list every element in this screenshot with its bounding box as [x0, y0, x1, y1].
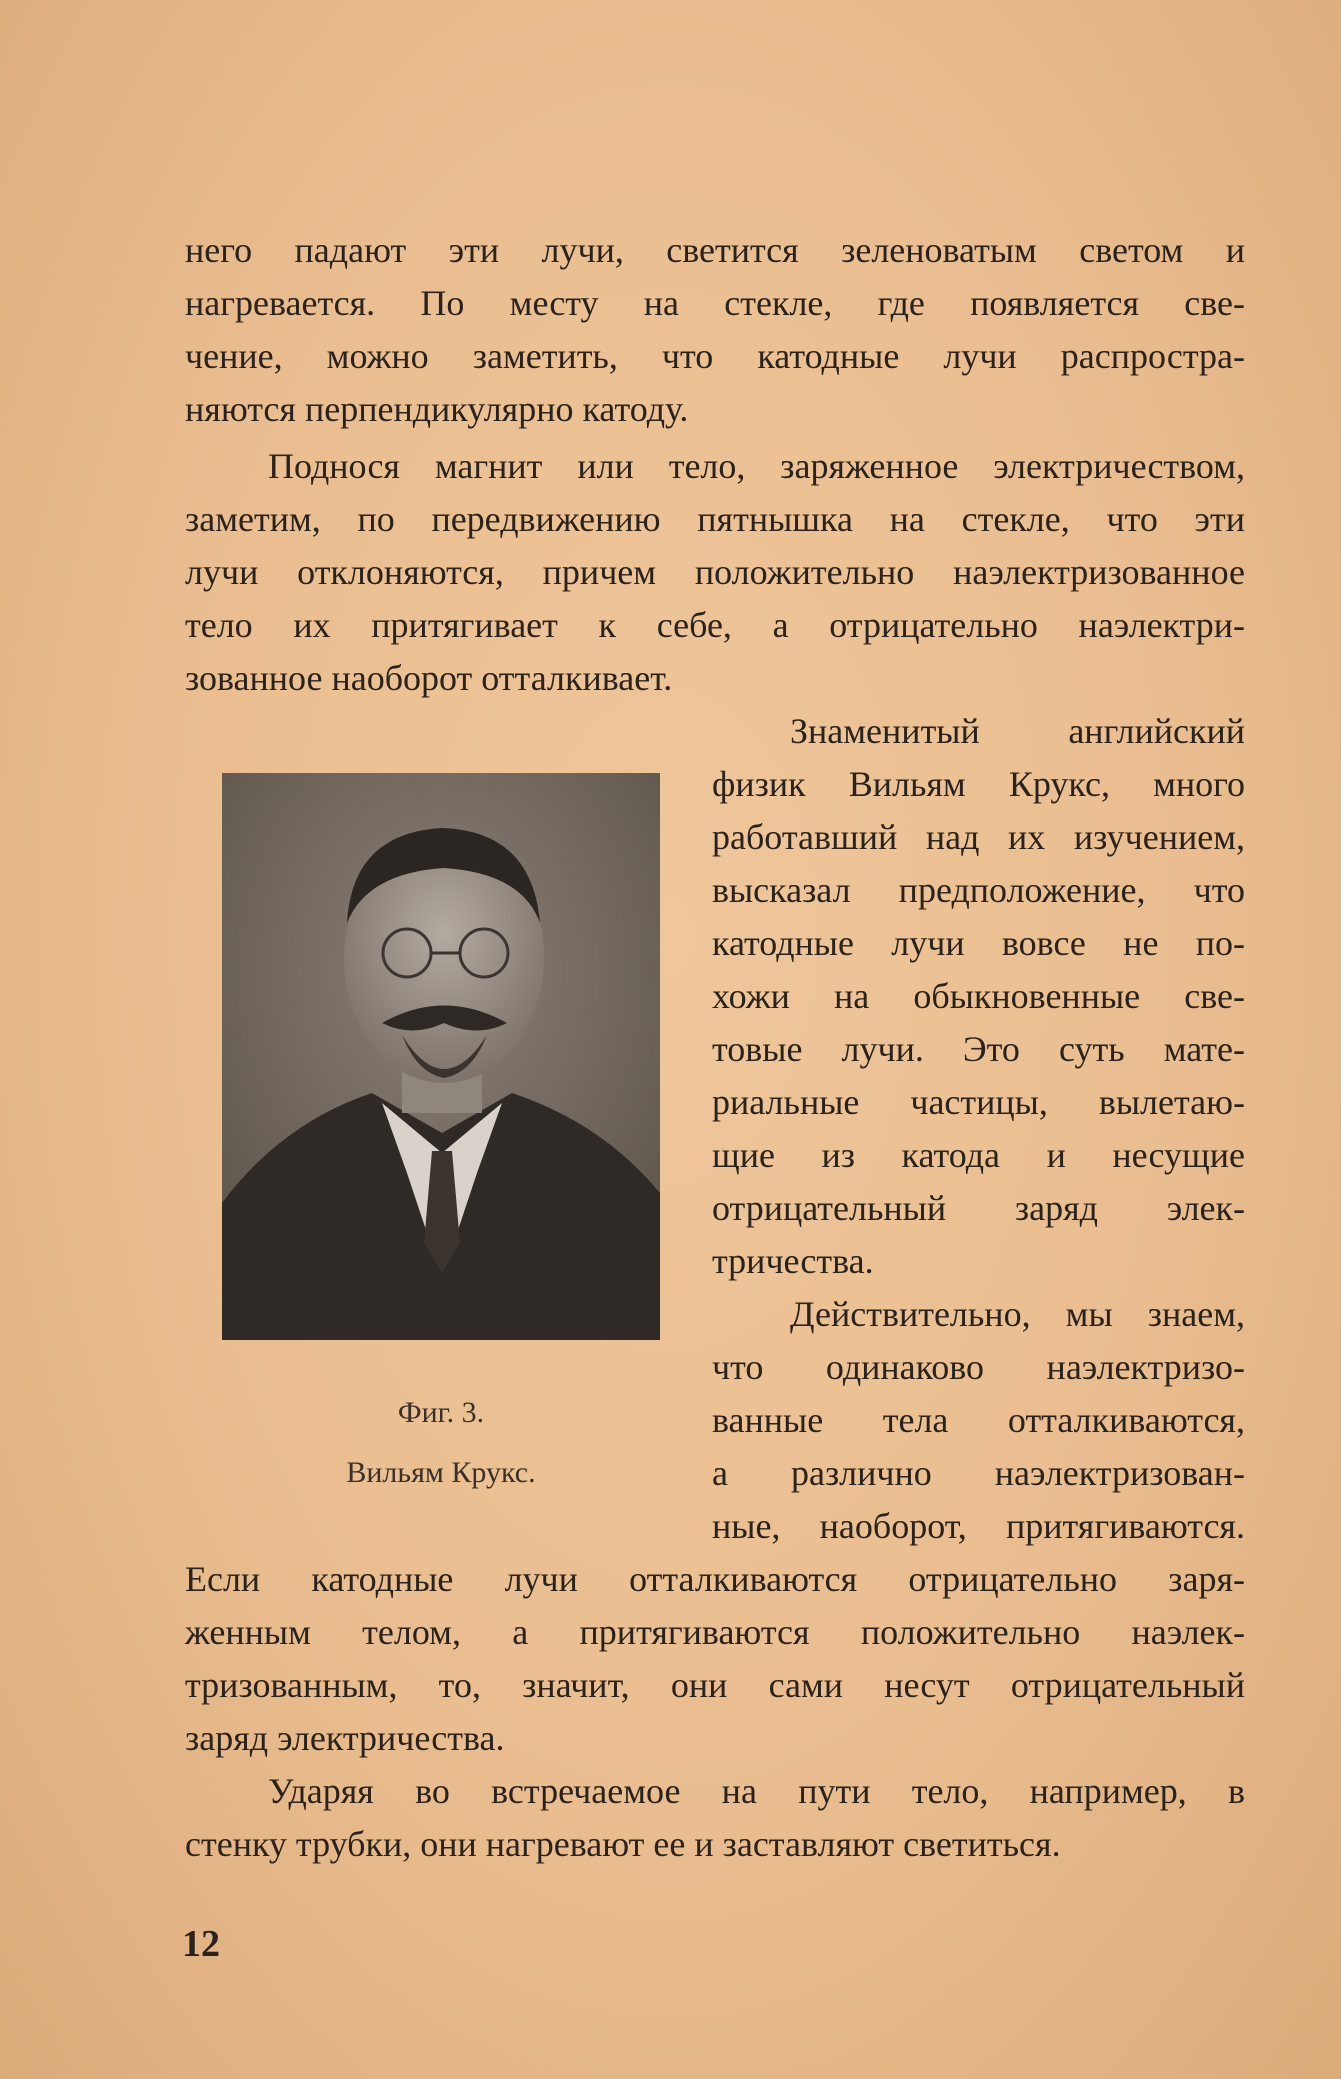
- text-line: Если катодные лучи отталкиваются отрицательно заря-: [185, 1559, 1245, 1599]
- text-line: заметим, по передвижению пятнышка на стекле, что эти: [185, 499, 1245, 539]
- page-number: 12: [182, 1923, 220, 1965]
- text-line: тризованным, то, значит, они сами несут отрицательный: [185, 1665, 1245, 1705]
- text-line: няются перпендикулярно катоду.: [185, 389, 689, 429]
- text-line: женным телом, а притягиваются положительно наэлек-: [185, 1612, 1245, 1652]
- text-line: тело их притягивает к себе, а отрицательно наэлектри-: [185, 605, 1245, 645]
- text-line: а различно наэлектризован-: [712, 1453, 1245, 1493]
- text-line: Поднося магнит или тело, заряженное электричеством,: [268, 446, 1245, 486]
- text-line: отрицательный заряд элек-: [712, 1188, 1245, 1228]
- text-line: высказал предположение, что: [712, 870, 1245, 910]
- text-line: заряд электричества.: [185, 1718, 505, 1758]
- text-line: тричества.: [712, 1241, 874, 1281]
- portrait-image: [222, 773, 660, 1340]
- text-line: зованное наоборот отталкивает.: [185, 658, 673, 698]
- text-line: него падают эти лучи, светится зеленоватым светом и: [185, 230, 1245, 270]
- text-line: хожи на обыкновенные све-: [712, 976, 1245, 1016]
- text-line: что одинаково наэлектризо-: [712, 1347, 1245, 1387]
- figure-caption-name: Вильям Крукс.: [346, 1456, 536, 1489]
- text-line: нагревается. По месту на стекле, где появляется све-: [185, 283, 1245, 323]
- text-line: Знаменитый английский: [790, 711, 1245, 751]
- text-line: физик Вильям Крукс, много: [712, 764, 1245, 804]
- text-line: стенку трубки, они нагревают ее и заставляют светиться.: [185, 1824, 1061, 1864]
- text-line: ные, наоборот, притягиваются.: [712, 1506, 1245, 1546]
- text-line: Действительно, мы знаем,: [790, 1294, 1245, 1334]
- text-line: товые лучи. Это суть мате-: [712, 1029, 1245, 1069]
- text-line: работавший над их изучением,: [712, 817, 1245, 857]
- text-line: риальные частицы, вылетаю-: [712, 1082, 1245, 1122]
- text-line: чение, можно заметить, что катодные лучи распростра-: [185, 336, 1245, 376]
- figure-caption-label: Фиг. 3.: [397, 1396, 485, 1429]
- text-line: щие из катода и несущие: [712, 1135, 1245, 1175]
- text-line: ванные тела отталкиваются,: [712, 1400, 1245, 1440]
- text-line: Ударяя во встречаемое на пути тело, например, в: [268, 1771, 1245, 1811]
- text-line: лучи отклоняются, причем положительно наэлектризованное: [185, 552, 1245, 592]
- text-line: катодные лучи вовсе не по-: [712, 923, 1245, 963]
